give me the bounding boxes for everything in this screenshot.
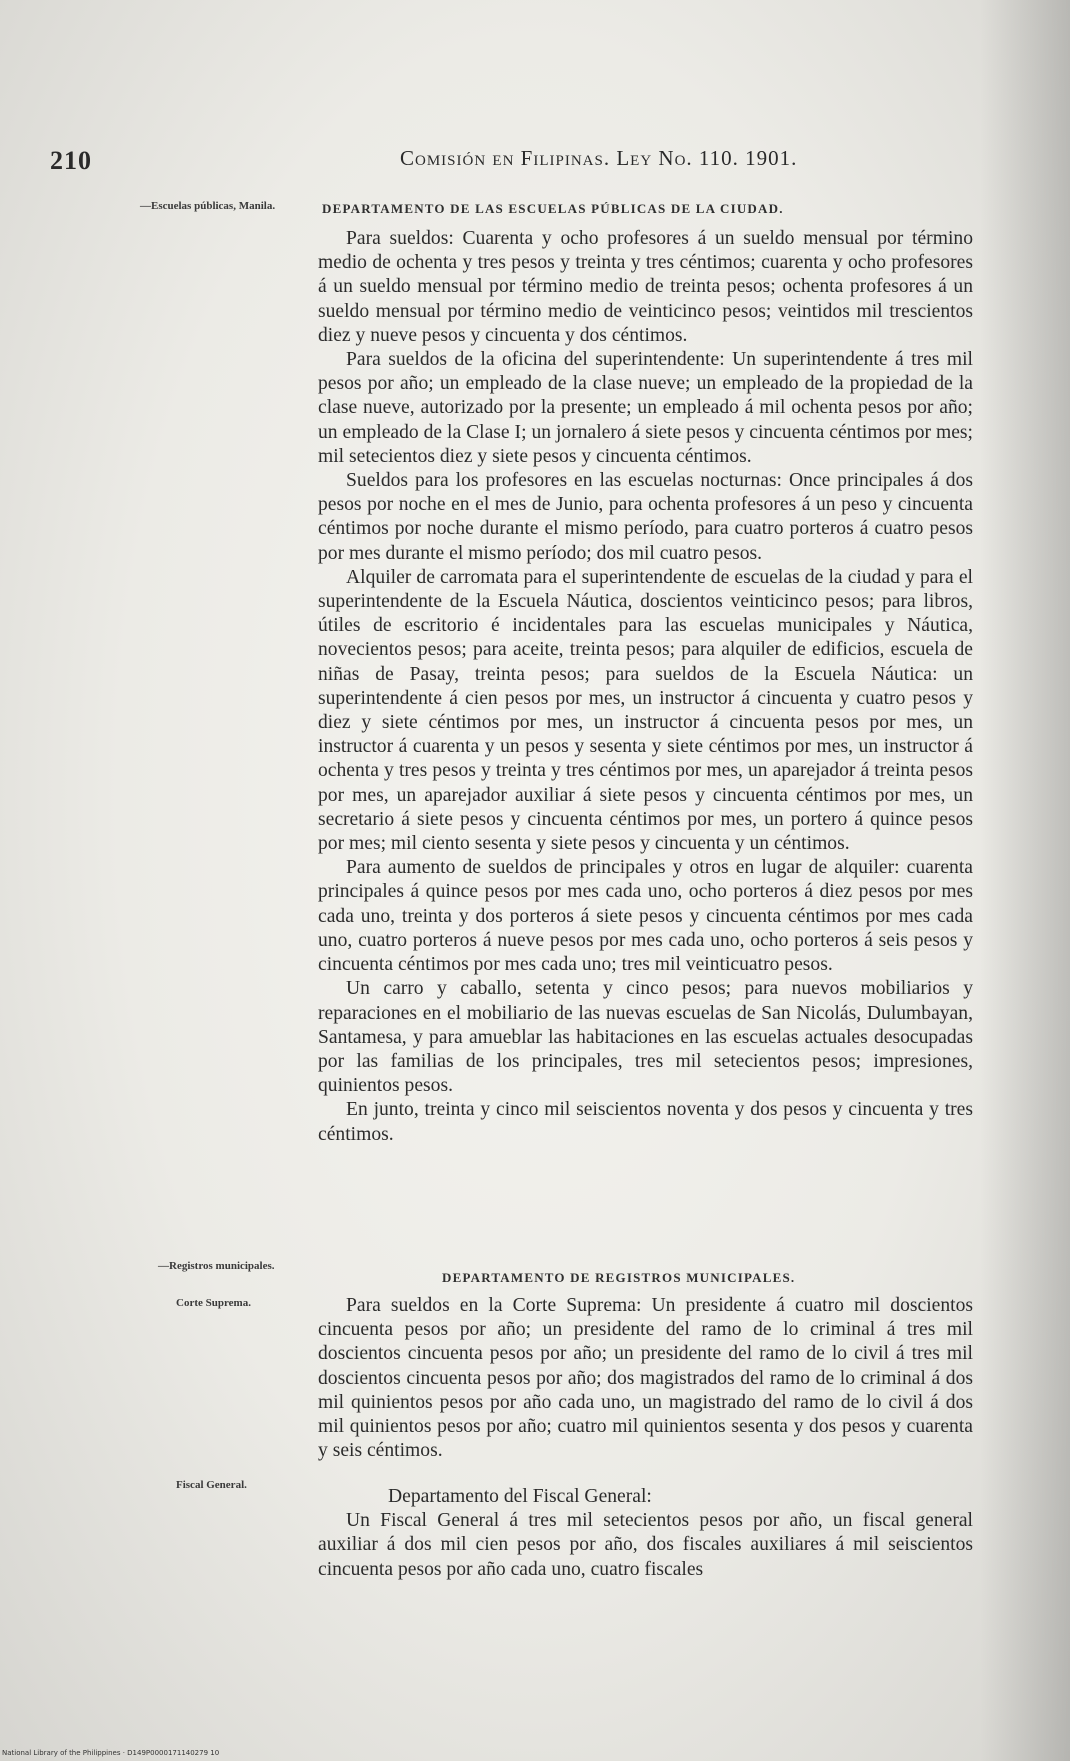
paragraph: En junto, treinta y cinco mil seiscientos noventa y dos pesos y cincuenta y tres céntimos. bbox=[318, 1099, 973, 1145]
paragraph: Sueldos para los profesores en las escuelas nocturnas: Once principales á dos pesos por noche en el mes de Junio, para ochenta profesores á un peso y cincuenta céntimos por noche durante el mismo período, para cuatro porteros á cuatro pesos por mes durante el mismo período; dos mil cuatro pesos. bbox=[318, 470, 973, 564]
section-heading-escuelas: DEPARTAMENTO DE LAS ESCUELAS PÚBLICAS DE LA CIUDAD. bbox=[322, 201, 784, 216]
paragraph: Un carro y caballo, setenta y cinco pesos; para nuevos mobiliarios y reparaciones en el mobiliario de las nuevas escuelas de San Nicolás, Dulumbayan, Santamesa, y para amueblar las habitaciones en las escuelas actuales desocupadas por las familias de los principales, tres mil setecientos pesos; impresiones, quinientos pesos. bbox=[318, 978, 973, 1097]
running-head: Comisión en Filipinas. Ley No. 110. 1901. bbox=[400, 146, 798, 170]
paragraph: Un Fiscal General á tres mil setecientos pesos por año, un fiscal general auxiliar á dos mil cien pesos por año, dos fiscales auxiliares á mil seiscientos cincuenta pesos por año cada uno, cuatro fiscales bbox=[318, 1510, 973, 1580]
fiscal-subheading: Departamento del Fiscal General: bbox=[388, 1486, 652, 1507]
margin-note-fiscal: Fiscal General. bbox=[176, 1479, 247, 1491]
paragraph: Para sueldos de la oficina del superintendente: Un superintendente á tres mil pesos por año; un empleado de la clase nueve; un empleado de la propiedad de la clase nueve, autorizado por la presente; un empleado á mil ochenta pesos por año; un empleado de la Clase I; un jornalero á siete pesos y cincuenta céntimos por mes; mil setecientos diez y siete pesos y cincuenta céntimos. bbox=[318, 349, 973, 467]
fiscal-body bbox=[318, 1485, 973, 1582]
paragraph: Alquiler de carromata para el superintendente de escuelas de la ciudad y para el superintendente de la Escuela Náutica, doscientos veinticinco pesos; para libros, útiles de escritorio é incidentales para las escuelas municipales y Náutica, novecientos pesos; para aceite, treinta pesos; para alquiler de edificios, escuela de niñas de Pasay, treinta pesos; para sueldos de la Escuela Náutica: un superintendente á cien pesos por mes, un instructor á cincuenta y cuatro pesos y diez y siete céntimos por mes, un instructor á cincuenta pesos por mes, un instructor á cuarenta y un pesos y sesenta y siete céntimos por mes, un instructor á ochenta y tres pesos y treinta y tres céntimos por mes, un aparejador á treinta pesos por mes, un aparejador auxiliar á siete pesos y cincuenta céntimos por mes, un secretario á siete pesos y cincuenta céntimos por mes, un portero á quince pesos por mes; mil ciento sesenta y siete pesos y cincuenta y un céntimos. bbox=[318, 566, 973, 855]
margin-note-registros: —Registros municipales. bbox=[158, 1260, 275, 1272]
margin-note-corte: Corte Suprema. bbox=[176, 1297, 251, 1309]
paragraph: Para sueldos: Cuarenta y ocho profesores á un sueldo mensual por término medio de ochenta y tres pesos y treinta y tres céntimos; cuarenta y ocho profesores á un sueldo mensual por término medio de treinta pesos; ochenta profesores á un sueldo mensual por término medio de veinticinco pesos; veintidos mil trescientos diez y nueve pesos y cincuenta y dos céntimos. bbox=[318, 228, 973, 346]
corte-body bbox=[318, 1294, 973, 1463]
page-shadow bbox=[980, 0, 1070, 1761]
margin-note-escuelas: —Escuelas públicas, Manila. bbox=[140, 200, 276, 212]
escuelas-body bbox=[318, 227, 973, 1147]
page-number: 210 bbox=[50, 146, 92, 175]
section-heading-registros: DEPARTAMENTO DE REGISTROS MUNICIPALES. bbox=[442, 1270, 796, 1285]
footer-credit: National Library of the Philippines · D149P0000171140279 10 bbox=[2, 1749, 220, 1757]
paragraph: Para aumento de sueldos de principales y otros en lugar de alquiler: cuarenta principales á quince pesos por mes cada uno, ocho porteros á diez pesos por mes cada uno, treinta y dos porteros á siete pesos y cincuenta céntimos por mes cada uno, cuatro porteros á nueve pesos por mes cada uno, ocho porteros á seis pesos y cincuenta céntimos por mes cada uno; tres mil veinticuatro pesos. bbox=[318, 857, 973, 976]
paragraph: Para sueldos en la Corte Suprema: Un presidente á cuatro mil doscientos cincuenta pesos por año; un presidente del ramo de lo criminal á tres mil doscientos cincuenta pesos por año; un presidente del ramo de lo civil á tres mil doscientos cincuenta pesos por año; dos magistrados del ramo de lo criminal á dos mil quinientos pesos por año cada uno, un magistrado del ramo de lo civil á dos mil quinientos pesos por año; cuatro mil quinientos sesenta y dos pesos y cuarenta y seis céntimos. bbox=[318, 1295, 973, 1462]
